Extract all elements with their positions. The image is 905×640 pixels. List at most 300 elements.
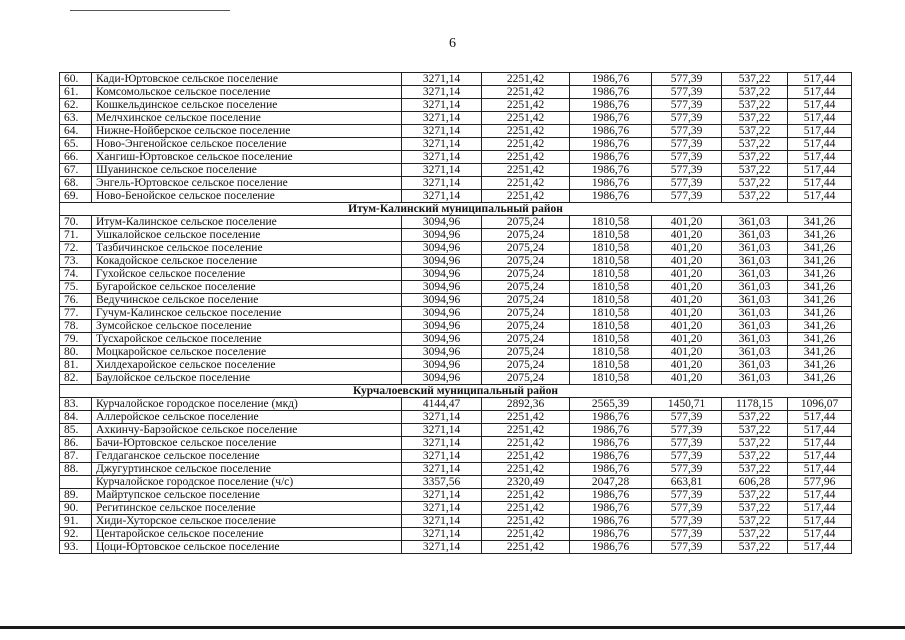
settlement-name: Бачи-Юртовское сельское поселение [92,437,402,450]
row-number: 89. [60,489,92,502]
value-cell: 1810,58 [570,307,652,320]
value-cell: 517,44 [788,528,852,541]
row-number: 80. [60,346,92,359]
value-cell: 2251,42 [482,138,570,151]
tariff-table [59,72,852,554]
value-cell: 2251,42 [482,164,570,177]
row-number: 83. [60,398,92,411]
value-cell: 1986,76 [570,177,652,190]
value-cell: 537,22 [722,177,788,190]
value-cell: 361,03 [722,229,788,242]
value-cell: 517,44 [788,125,852,138]
settlement-name: Гучум-Калинское сельское поселение [92,307,402,320]
value-cell: 1986,76 [570,463,652,476]
value-cell: 2075,24 [482,216,570,229]
value-cell: 1986,76 [570,502,652,515]
value-cell: 3271,14 [402,99,482,112]
table-row [60,359,852,372]
value-cell: 1810,58 [570,281,652,294]
value-cell: 1810,58 [570,359,652,372]
value-cell: 537,22 [722,424,788,437]
settlement-name: Хиди-Хуторское сельское поселение [92,515,402,528]
value-cell: 2251,42 [482,86,570,99]
settlement-name: Регитинское сельское поселение [92,502,402,515]
value-cell: 517,44 [788,99,852,112]
table-row [60,450,852,463]
value-cell: 577,39 [652,489,722,502]
value-cell: 1986,76 [570,99,652,112]
value-cell: 361,03 [722,320,788,333]
value-cell: 341,26 [788,255,852,268]
value-cell: 537,22 [722,99,788,112]
value-cell: 401,20 [652,216,722,229]
value-cell: 361,03 [722,281,788,294]
table-row [60,476,852,489]
value-cell: 517,44 [788,411,852,424]
table-row [60,125,852,138]
value-cell: 537,22 [722,112,788,125]
value-cell: 361,03 [722,268,788,281]
value-cell: 1810,58 [570,372,652,385]
section-header-row [60,385,852,398]
value-cell: 401,20 [652,242,722,255]
value-cell: 3094,96 [402,281,482,294]
value-cell: 517,44 [788,138,852,151]
value-cell: 361,03 [722,333,788,346]
value-cell: 537,22 [722,138,788,151]
table-row [60,86,852,99]
row-number: 61. [60,86,92,99]
value-cell: 577,39 [652,411,722,424]
value-cell: 2075,24 [482,229,570,242]
value-cell: 3094,96 [402,229,482,242]
value-cell: 1096,07 [788,398,852,411]
settlement-name: Тазбичинское сельское поселение [92,242,402,255]
row-number: 84. [60,411,92,424]
value-cell: 3271,14 [402,151,482,164]
value-cell: 4144,47 [402,398,482,411]
value-cell: 3271,14 [402,112,482,125]
value-cell: 2251,42 [482,463,570,476]
row-number: 90. [60,502,92,515]
settlement-name: Кокадойское сельское поселение [92,255,402,268]
row-number: 74. [60,268,92,281]
value-cell: 3094,96 [402,255,482,268]
table-row [60,229,852,242]
value-cell: 1810,58 [570,242,652,255]
value-cell: 537,22 [722,437,788,450]
table-row [60,411,852,424]
value-cell: 537,22 [722,489,788,502]
row-number: 73. [60,255,92,268]
value-cell: 3271,14 [402,528,482,541]
value-cell: 3094,96 [402,242,482,255]
value-cell: 361,03 [722,359,788,372]
value-cell: 517,44 [788,450,852,463]
settlement-name: Зумсойское сельское поселение [92,320,402,333]
value-cell: 537,22 [722,86,788,99]
table-row [60,320,852,333]
row-number: 64. [60,125,92,138]
row-number [60,476,92,489]
value-cell: 1450,71 [652,398,722,411]
section-header-row [60,203,852,216]
value-cell: 1986,76 [570,190,652,203]
section-title: Курчалоевский муниципальный район [60,385,852,398]
settlement-name: Тусхаройское сельское поселение [92,333,402,346]
settlement-name: Курчалойское городское поселение (ч/с) [92,476,402,489]
value-cell: 537,22 [722,528,788,541]
value-cell: 361,03 [722,294,788,307]
value-cell: 1986,76 [570,437,652,450]
value-cell: 1986,76 [570,450,652,463]
value-cell: 577,39 [652,125,722,138]
value-cell: 361,03 [722,372,788,385]
table-row [60,112,852,125]
value-cell: 3094,96 [402,320,482,333]
value-cell: 517,44 [788,86,852,99]
value-cell: 1986,76 [570,489,652,502]
value-cell: 3271,14 [402,463,482,476]
value-cell: 401,20 [652,307,722,320]
table-row [60,424,852,437]
table-row [60,294,852,307]
value-cell: 2075,24 [482,294,570,307]
value-cell: 3271,14 [402,502,482,515]
value-cell: 517,44 [788,437,852,450]
table-row [60,268,852,281]
value-cell: 577,39 [652,164,722,177]
value-cell: 2251,42 [482,411,570,424]
value-cell: 517,44 [788,489,852,502]
value-cell: 1986,76 [570,541,652,554]
value-cell: 341,26 [788,242,852,255]
settlement-name: Кошкельдинское сельское поселение [92,99,402,112]
settlement-name: Ведучинское сельское поселение [92,294,402,307]
value-cell: 577,39 [652,437,722,450]
settlement-name: Майртупское сельское поселение [92,489,402,502]
value-cell: 517,44 [788,73,852,86]
table-row [60,398,852,411]
row-number: 67. [60,164,92,177]
value-cell: 577,39 [652,190,722,203]
value-cell: 2251,42 [482,177,570,190]
value-cell: 663,81 [652,476,722,489]
value-cell: 1178,15 [722,398,788,411]
table-row [60,541,852,554]
value-cell: 401,20 [652,372,722,385]
value-cell: 1810,58 [570,255,652,268]
value-cell: 537,22 [722,73,788,86]
value-cell: 537,22 [722,502,788,515]
row-number: 76. [60,294,92,307]
value-cell: 537,22 [722,411,788,424]
value-cell: 577,39 [652,541,722,554]
settlement-name: Хангиш-Юртовское сельское поселение [92,151,402,164]
value-cell: 517,44 [788,424,852,437]
value-cell: 1986,76 [570,528,652,541]
settlement-name: Гелдаганское сельское поселение [92,450,402,463]
value-cell: 341,26 [788,346,852,359]
value-cell: 3271,14 [402,450,482,463]
value-cell: 3094,96 [402,359,482,372]
settlement-name: Итум-Калинское сельское поселение [92,216,402,229]
table-row [60,281,852,294]
value-cell: 1986,76 [570,112,652,125]
value-cell: 577,39 [652,502,722,515]
value-cell: 577,96 [788,476,852,489]
value-cell: 3271,14 [402,541,482,554]
value-cell: 577,39 [652,138,722,151]
value-cell: 2251,42 [482,424,570,437]
row-number: 81. [60,359,92,372]
value-cell: 3357,56 [402,476,482,489]
value-cell: 401,20 [652,333,722,346]
value-cell: 341,26 [788,320,852,333]
value-cell: 361,03 [722,242,788,255]
row-number: 60. [60,73,92,86]
value-cell: 517,44 [788,515,852,528]
value-cell: 577,39 [652,151,722,164]
table-row [60,346,852,359]
value-cell: 537,22 [722,151,788,164]
value-cell: 2892,36 [482,398,570,411]
table-row [60,515,852,528]
value-cell: 537,22 [722,463,788,476]
row-number: 79. [60,333,92,346]
value-cell: 3094,96 [402,294,482,307]
row-number: 71. [60,229,92,242]
value-cell: 2251,42 [482,73,570,86]
row-number: 78. [60,320,92,333]
table-row [60,177,852,190]
value-cell: 537,22 [722,164,788,177]
page-number: 6 [449,36,456,51]
value-cell: 577,39 [652,99,722,112]
value-cell: 2075,24 [482,307,570,320]
value-cell: 3271,14 [402,411,482,424]
value-cell: 1810,58 [570,216,652,229]
bottom-border [0,626,905,629]
settlement-name: Комсомольское сельское поселение [92,86,402,99]
row-number: 93. [60,541,92,554]
value-cell: 2320,49 [482,476,570,489]
row-number: 75. [60,281,92,294]
value-cell: 577,39 [652,515,722,528]
value-cell: 2251,42 [482,125,570,138]
row-number: 69. [60,190,92,203]
table-row [60,216,852,229]
value-cell: 401,20 [652,346,722,359]
value-cell: 1810,58 [570,294,652,307]
value-cell: 341,26 [788,216,852,229]
row-number: 62. [60,99,92,112]
value-cell: 1986,76 [570,73,652,86]
value-cell: 1810,58 [570,268,652,281]
value-cell: 341,26 [788,229,852,242]
value-cell: 401,20 [652,294,722,307]
table-row [60,138,852,151]
row-number: 70. [60,216,92,229]
table-row [60,333,852,346]
value-cell: 2075,24 [482,268,570,281]
settlement-name: Шуанинское сельское поселение [92,164,402,177]
value-cell: 3271,14 [402,515,482,528]
value-cell: 2251,42 [482,541,570,554]
value-cell: 2047,28 [570,476,652,489]
value-cell: 537,22 [722,125,788,138]
value-cell: 361,03 [722,216,788,229]
value-cell: 2251,42 [482,450,570,463]
row-number: 85. [60,424,92,437]
value-cell: 401,20 [652,320,722,333]
value-cell: 577,39 [652,112,722,125]
settlement-name: Хилдехаройское сельское поселение [92,359,402,372]
row-number: 87. [60,450,92,463]
settlement-name: Моцкаройское сельское поселение [92,346,402,359]
value-cell: 577,39 [652,450,722,463]
value-cell: 3271,14 [402,125,482,138]
value-cell: 3094,96 [402,307,482,320]
settlement-name: Ушкалойское сельское поселение [92,229,402,242]
value-cell: 2075,24 [482,281,570,294]
value-cell: 2251,42 [482,151,570,164]
value-cell: 2075,24 [482,346,570,359]
table-row [60,489,852,502]
table-row [60,437,852,450]
table-row [60,99,852,112]
row-number: 92. [60,528,92,541]
value-cell: 2251,42 [482,437,570,450]
value-cell: 577,39 [652,73,722,86]
table-row [60,151,852,164]
value-cell: 2075,24 [482,242,570,255]
value-cell: 3271,14 [402,424,482,437]
row-number: 82. [60,372,92,385]
section-title: Итум-Калинский муниципальный район [60,203,852,216]
value-cell: 341,26 [788,333,852,346]
settlement-name: Энгель-Юртовское сельское поселение [92,177,402,190]
value-cell: 1986,76 [570,86,652,99]
value-cell: 341,26 [788,268,852,281]
value-cell: 517,44 [788,502,852,515]
value-cell: 2251,42 [482,489,570,502]
value-cell: 401,20 [652,359,722,372]
value-cell: 517,44 [788,164,852,177]
settlement-name: Кади-Юртовское сельское поселение [92,73,402,86]
settlement-name: Цоци-Юртовское сельское поселение [92,541,402,554]
value-cell: 2565,39 [570,398,652,411]
value-cell: 3094,96 [402,268,482,281]
value-cell: 3271,14 [402,86,482,99]
settlement-name: Гухойское сельское поселение [92,268,402,281]
settlement-name: Центаройское сельское поселение [92,528,402,541]
table-row [60,502,852,515]
value-cell: 401,20 [652,255,722,268]
value-cell: 3271,14 [402,164,482,177]
table-row [60,307,852,320]
settlement-name: Мелчхинское сельское поселение [92,112,402,125]
value-cell: 361,03 [722,346,788,359]
value-cell: 341,26 [788,372,852,385]
value-cell: 537,22 [722,515,788,528]
value-cell: 517,44 [788,112,852,125]
value-cell: 3094,96 [402,333,482,346]
value-cell: 517,44 [788,541,852,554]
row-number: 77. [60,307,92,320]
table-row [60,190,852,203]
value-cell: 361,03 [722,255,788,268]
value-cell: 3094,96 [402,372,482,385]
value-cell: 577,39 [652,463,722,476]
row-number: 86. [60,437,92,450]
settlement-name: Аллеройское сельское поселение [92,411,402,424]
settlement-name: Нижне-Нойберское сельское поселение [92,125,402,138]
value-cell: 1810,58 [570,320,652,333]
value-cell: 1986,76 [570,151,652,164]
value-cell: 361,03 [722,307,788,320]
value-cell: 606,28 [722,476,788,489]
value-cell: 2251,42 [482,502,570,515]
row-number: 91. [60,515,92,528]
value-cell: 537,22 [722,190,788,203]
value-cell: 3271,14 [402,489,482,502]
value-cell: 341,26 [788,307,852,320]
row-number: 72. [60,242,92,255]
value-cell: 3271,14 [402,73,482,86]
table-row [60,164,852,177]
table-row [60,463,852,476]
value-cell: 401,20 [652,229,722,242]
value-cell: 3271,14 [402,190,482,203]
row-number: 68. [60,177,92,190]
settlement-name: Бугаройское сельское поселение [92,281,402,294]
row-number: 65. [60,138,92,151]
value-cell: 2251,42 [482,112,570,125]
settlement-name: Ахкинчу-Барзойское сельское поселение [92,424,402,437]
value-cell: 1810,58 [570,333,652,346]
value-cell: 1986,76 [570,125,652,138]
value-cell: 3271,14 [402,177,482,190]
value-cell: 537,22 [722,541,788,554]
value-cell: 3094,96 [402,346,482,359]
value-cell: 2075,24 [482,372,570,385]
value-cell: 2075,24 [482,359,570,372]
row-number: 63. [60,112,92,125]
top-rule [70,10,230,11]
table-row [60,242,852,255]
value-cell: 1986,76 [570,138,652,151]
value-cell: 1986,76 [570,164,652,177]
value-cell: 517,44 [788,177,852,190]
value-cell: 1986,76 [570,515,652,528]
settlement-name: Ново-Бенойское сельское поселение [92,190,402,203]
value-cell: 517,44 [788,190,852,203]
value-cell: 2251,42 [482,528,570,541]
value-cell: 401,20 [652,268,722,281]
value-cell: 2251,42 [482,99,570,112]
value-cell: 341,26 [788,359,852,372]
table-row [60,73,852,86]
value-cell: 2075,24 [482,333,570,346]
row-number: 88. [60,463,92,476]
value-cell: 2075,24 [482,320,570,333]
table-row [60,528,852,541]
value-cell: 577,39 [652,177,722,190]
settlement-name: Курчалойское городское поселение (мкд) [92,398,402,411]
table-row [60,372,852,385]
settlement-name: Джугуртинское сельское поселение [92,463,402,476]
